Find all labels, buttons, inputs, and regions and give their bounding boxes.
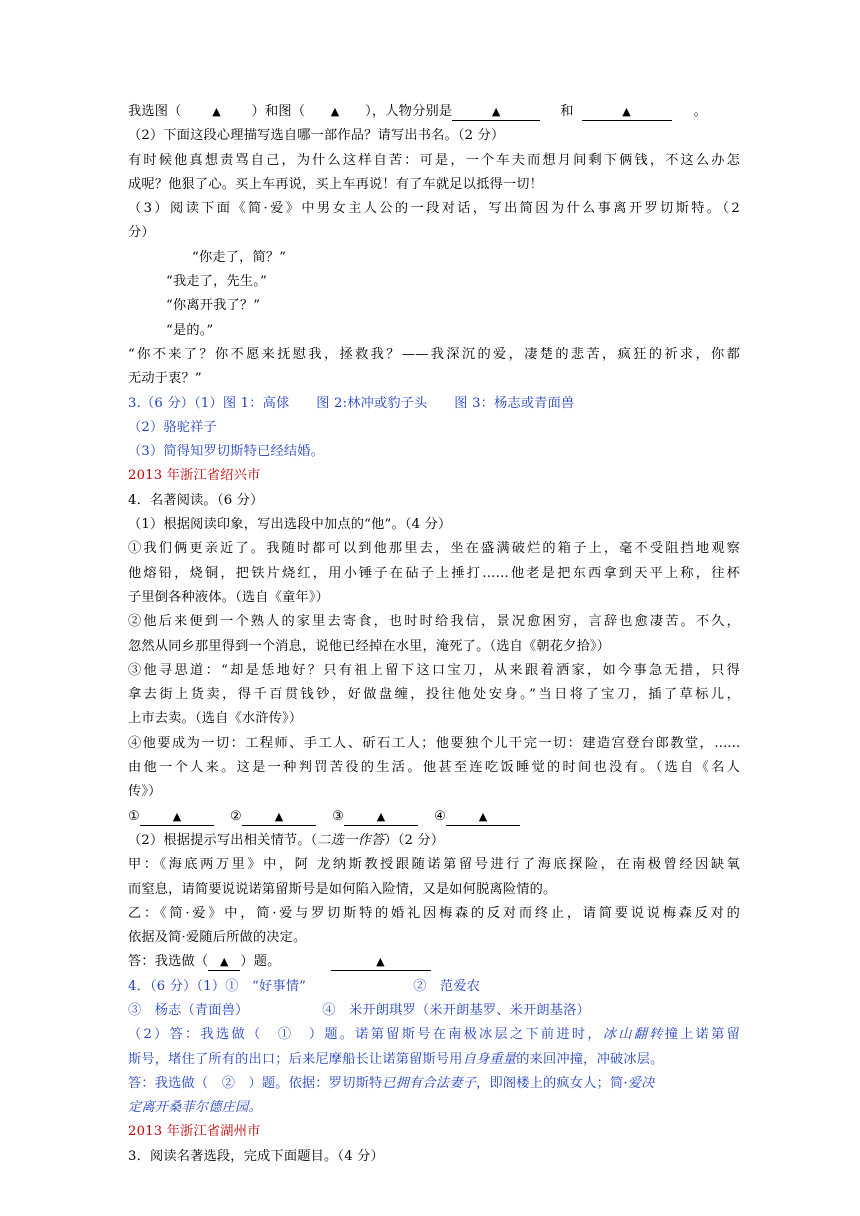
section-header: 2013 年浙江省绍兴市 <box>128 468 261 484</box>
question-line: （3）阅读下面《简·爱》中男女主人公的一段对话，写出简因为什么事离开罗切斯特。（2 <box>128 201 740 217</box>
text: （2）根据提示写出相关情节。（ <box>128 832 318 848</box>
answer-blanks-row <box>128 805 740 829</box>
text: ，即阁楼上的疯女人；简· <box>476 1075 628 1091</box>
answer-line: 3.（6 分）（1）图 1：高俅 图 2:林冲或豹子头 图 3：杨志或青面兽 <box>128 395 575 411</box>
question-line: （1）根据阅读印象，写出选段中加点的“他”。（4 分） <box>128 517 452 533</box>
italic-key-phrase: 自身重量 <box>462 1051 517 1067</box>
dialogue-line: “你走了，简？” <box>192 249 287 265</box>
question-line: 3．阅读名著选段，完成下面题目。（4 分） <box>128 1148 384 1164</box>
text: ④ <box>434 808 447 824</box>
text: ① <box>128 808 141 824</box>
passage-line: 有时候他真想责骂自己，为什么这样自苦：可是，一个车夫而想月间剩下俩钱，不这么办怎 <box>128 152 740 168</box>
answer-blank-marker: ▲ <box>330 105 340 118</box>
passage-line: 忽然从同乡那里得到一个消息，说他已经掉在水里，淹死了。（选自《朝花夕拾》） <box>128 638 611 654</box>
passage-line: 拿去街上货卖，得千百贯钱钞，好做盘缠，投往他处安身。”当日将了宝刀，插了草标儿， <box>128 687 740 703</box>
passage-line: ②他后来便到一个熟人的家里去寄食，也时时给我信，景况愈困穷，言辞也愈凄苦。不久， <box>128 614 740 630</box>
text: 和 <box>560 104 574 119</box>
document-page <box>128 100 740 1169</box>
answer-blank: ▲ <box>140 809 214 826</box>
question-line: 而窒息，请简要说说诺第留斯号是如何陷入险情，又是如何脱离险情的。 <box>128 881 557 897</box>
dialogue-line: “你不来了？你不愿来抚慰我，拯救我？——我深沉的爱，凄楚的悲苦，疯狂的祈求，你都 <box>128 346 740 362</box>
question-line <box>128 100 740 124</box>
passage-line: 子里倒各种液体。（选自《童年》） <box>128 589 329 605</box>
question-line: 甲：《海底两万里》中，阿 龙纳斯教授跟随诺第留号进行了海底探险，在南极曾经因缺氧 <box>128 857 740 873</box>
text: 。 <box>693 104 708 119</box>
text: 我选图（ <box>128 104 182 119</box>
passage-line: 上市去卖。（选自《水浒传》） <box>128 711 303 727</box>
answer-line: 4．（6 分）（1）① “好事情” ② 范爱农 <box>128 978 481 994</box>
dialogue-line: “我走了，先生。” <box>166 274 267 290</box>
answer-line: ③ 杨志（青面兽） ④ 米开朗琪罗（米开朗基罗、米开朗基洛） <box>128 1002 590 1018</box>
italic-key-phrase: 已拥有合法妻子 <box>382 1075 477 1091</box>
text: ），人物分别是 <box>365 104 453 119</box>
passage-line: ①我们俩更亲近了。我随时都可以到他那里去，坐在盛满破烂的箱子上，毫不受阻挡地观察 <box>128 541 740 557</box>
answer-blank: ▲ <box>242 809 316 826</box>
answer-line: 定离开桑菲尔德庄园。 <box>128 1100 262 1116</box>
answer-blank: ▲ <box>344 809 418 826</box>
text: 斯号，堵住了所有的出口；后来尼摩船长让诺第留斯号用 <box>128 1051 463 1067</box>
italic-key-phrase: 冰山翻转 <box>602 1027 665 1043</box>
passage-line: 传》） <box>128 784 162 800</box>
passage-line: ③他寻思道：“却是恁地好？只有祖上留下这口宝刀，从来跟着洒家，如今事急无措，只得 <box>128 662 740 678</box>
text: 答：我选做（ <box>128 954 209 970</box>
text: ）和图（ <box>251 104 306 119</box>
answer-blank: ▲ <box>582 104 672 121</box>
answer-line <box>128 1048 740 1072</box>
answer-blank: ▲ <box>446 809 520 826</box>
passage-line: ④他要成为一切：工程师、手工人、斫石工人；他要独个儿干完一切：建造宫登台郎教堂，…… <box>128 735 740 751</box>
passage-line: 成呢？他狠了心。买上车再说，买上车再说！有了车就足以抵得一切！ <box>128 176 544 192</box>
answer-choice-row <box>128 950 740 974</box>
text: （2）答：我选做（ ① ）题。诺第留斯号在南极冰层之下前进时， <box>128 1027 603 1043</box>
text: ）题。 <box>240 954 281 970</box>
text: ）（2 分） <box>384 832 445 848</box>
passage-line: 由他一个人来。这是一种判罚苦役的生活。他甚至连吃饭睡觉的时间也没有。（选自《名人 <box>128 760 740 776</box>
text: ③ <box>332 808 345 824</box>
question-line: 乙：《简·爱》中，简·爱与罗切斯特的婚礼因梅森的反对而终止，请简要说说梅森反对的 <box>128 905 740 921</box>
answer-blank: ▲ <box>331 954 431 971</box>
answer-line <box>128 1072 740 1096</box>
dialogue-line: “你离开我了？” <box>166 298 261 314</box>
question-line: 4．名著阅读。（6 分） <box>128 492 264 508</box>
question-line: 分） <box>128 225 155 241</box>
answer-line <box>128 1023 740 1047</box>
italic-key-phrase: 爱决 <box>627 1075 655 1091</box>
section-header: 2013 年浙江省湖州市 <box>128 1124 261 1140</box>
text: 的来回冲撞，冲破冰层。 <box>516 1051 664 1067</box>
question-line: （2）下面这段心理描写选自哪一部作品？请写出书名。（2 分） <box>128 128 505 144</box>
answer-line: （2）骆驼祥子 <box>128 419 217 435</box>
answer-blank-marker: ▲ <box>212 105 221 118</box>
dialogue-line: 无动于衷？” <box>128 371 202 387</box>
question-line: 依据及简·爱随后所做的决定。 <box>128 930 307 946</box>
text: ② <box>230 808 243 824</box>
answer-blank: ▲ <box>208 954 240 971</box>
dialogue-line: “是的。” <box>166 322 214 338</box>
answer-line: （3）简得知罗切斯特已经结婚。 <box>128 444 325 460</box>
passage-line: 他熔铅，烧铜，把铁片烧红，用小锤子在砧子上捶打……他老是把东西拿到天平上称，往杯 <box>128 565 740 581</box>
italic-note: 二选一作答 <box>317 832 385 848</box>
answer-blank: ▲ <box>452 104 540 121</box>
text: 答：我选做（ ② ）题。依据：罗切斯特 <box>128 1075 383 1091</box>
question-line <box>128 829 740 853</box>
text: 撞上诺第留 <box>664 1027 740 1043</box>
